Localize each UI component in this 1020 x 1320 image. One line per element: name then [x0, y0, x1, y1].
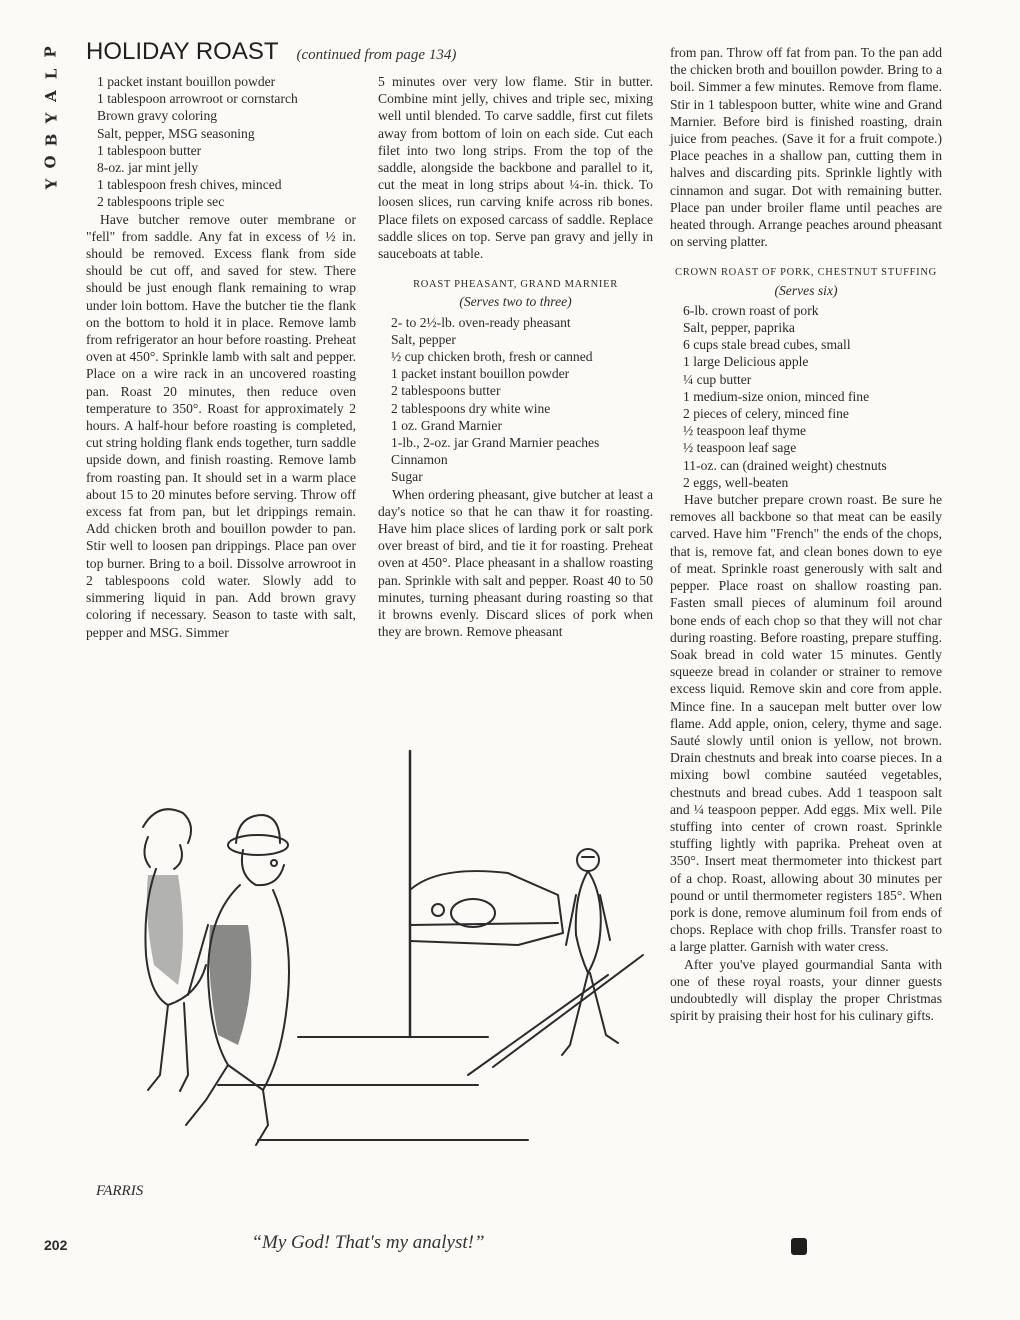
ingredient-line: 11-oz. can (drained weight) chestnuts — [683, 457, 887, 473]
ingredient-line: 6-lb. crown roast of pork — [683, 302, 819, 318]
ingredient-line: Sugar — [391, 469, 423, 485]
masthead-letter: P — [42, 44, 60, 58]
recipe-method: 5 minutes over very low flame. Stir in butter. Combine mint jelly, chives and triple sec, mixing well until blended. To carve saddle, first cut filets away from bottom of loin on each side. Cut each filet into two long strips. From the top of the saddle, alongside the backbone and parallel to it, cut the meat in long strips about ¼-in. thick. To loosen slices, run carving knife across rib bones. Place filets on exposed carcass of saddle. Replace saddle slices on top. Serve pan gravy and jelly in sauceboats at table. — [378, 74, 653, 262]
ingredient-line: 1 oz. Grand Marnier — [391, 417, 502, 433]
ingredient-line: Cinnamon — [391, 452, 448, 468]
recipe-serves: (Serves six) — [774, 282, 838, 298]
masthead-letter: B — [42, 131, 60, 147]
cartoonist-signature: FARRIS — [96, 1183, 144, 1199]
recipe-serves: (Serves two to three) — [459, 294, 572, 310]
continued-note: (continued from page 134) — [296, 47, 457, 63]
ingredient-line: 2 eggs, well-beaten — [683, 474, 789, 490]
recipe-method: Have butcher remove outer membrane or "fell" from saddle. Any fat in excess of ½ in. should be removed. Excess flank from side should be cut off, and saved for stew. There should be just enough flank remaining to wrap under loin bottom. Have the butcher tie the flank on the bottom to hold it in place. Remove lamb from refrigerator an hour before roasting. Preheat oven at 450°. Sprinkle lamb with salt and pepper. Place on a wire rack in an uncovered roasting pan. Roast 20 minutes, then reduce oven temperature to 350°. Roast for approximately 2 hours. A half-hour before roasting is completed, cut string holding flank ends together, turn saddle upside down, and finish roasting. Remove lamb from roasting pan. It should set in a warm place about 15 to 20 minutes before serving. Throw off excess fat from pan, but let drippings remain. Add chicken broth and bouillon powder to pan. Stir well to loosen pan drippings. Place pan over top burner. Bring to a boil. Dissolve arrowroot in 2 tablespoons cold water. Slowly add to simmering liquid in pan. Add brown gravy coloring if necessary. Season to taste with salt, pepper and MSG. Simmer — [86, 211, 356, 640]
masthead-letter: L — [41, 66, 60, 80]
ingredient-line: Brown gravy coloring — [97, 108, 218, 124]
ingredient-line: Salt, pepper, MSG seasoning — [97, 125, 255, 141]
bunny-end-mark-icon — [791, 1238, 807, 1255]
cartoon-caption: “My God! That's my analyst!” — [251, 1232, 485, 1253]
recipe-heading: ROAST PHEASANT, GRAND MARNIER — [413, 279, 618, 291]
ingredient-line: ½ cup chicken broth, fresh or canned — [391, 349, 593, 365]
ingredient-line: 2 pieces of celery, minced fine — [683, 406, 849, 422]
ingredient-line: 1-lb., 2-oz. jar Grand Marnier peaches — [391, 435, 600, 451]
column-1 — [86, 73, 356, 641]
masthead-letter: Y — [42, 176, 60, 190]
article-title: HOLIDAY ROAST — [86, 38, 279, 65]
recipe-heading: CROWN ROAST OF PORK, CHESTNUT STUFFING — [675, 267, 937, 279]
article-header — [86, 38, 646, 66]
ingredient-line: 1 large Delicious apple — [683, 354, 809, 370]
ingredient-line: 2 tablespoons butter — [391, 383, 501, 399]
ingredient-line: ¼ cup butter — [683, 371, 752, 387]
ingredient-line: 1 packet instant bouillon powder — [97, 74, 276, 89]
playboy-masthead — [38, 40, 64, 194]
ingredient-line: 1 tablespoon butter — [97, 142, 202, 158]
ingredient-line: Salt, pepper, paprika — [683, 320, 795, 336]
ingredient-line: 2 tablespoons triple sec — [97, 194, 225, 210]
masthead-letter: O — [41, 153, 60, 169]
closing-paragraph: After you've played gourmandial Santa with one of these royal roasts, your dinner guests undoubtedly will display the proper Christmas spirit by praising their host for his culinary gifts. — [670, 956, 942, 1024]
ingredient-line: 1 tablespoon arrowroot or cornstarch — [97, 91, 298, 107]
recipe-method: Have butcher prepare crown roast. Be sure he removes all backbone so that meat can be easily carved. Have him "French" the ends of the chops, that is, remove fat, and clean bones down to eye of meat. Sprinkle roast generously with salt and pepper. Place roast on shallow roasting pan. Fasten small pieces of aluminum foil around bone ends of each chop so that they will not char during roasting. Before roasting, prepare stuffing. Soak bread in cold water 15 minutes. Gently squeeze bread in colander or strainer to remove excess liquid. Remove skin and core from apple. Mince fine. In a saucepan melt butter over low flame. Add apple, onion, celery, thyme and sage. Sauté slowly until onion is yellow, not brown. Drain chestnuts and break into coarse pieces. In a mixing bowl combine sautéed vegetables, chestnuts and bread cubes. Add 1 teaspoon salt and ¼ teaspoon pepper. Add eggs. Mix well. Pile stuffing into center of crown roast. Sprinkle stuffing lightly with paprika. Preheat oven at 350°. Insert meat thermometer into thickest part of a chop. Roast, allowing about 30 minutes per pound or until thermometer registers 185°. When pork is done, remove aluminum foil from ends of chops. Replace with chop frills. Transfer roast to a large platter. Garnish with water cress. — [670, 492, 942, 955]
ingredient-line: 1 packet instant bouillon powder — [391, 366, 570, 382]
recipe-method: When ordering pheasant, give butcher at least a day's notice so that he can thaw it for roasting. Have him place slices of larding pork or salt pork over breast of bird, and tie it for roasting. Preheat oven at 450°. Place pheasant in a shallow roasting pan. Sprinkle with salt and pepper. Roast 40 to 50 minutes, turning pheasant during roasting so that it browns evenly. Discard slices of pork when they are brown. Remove pheasant — [378, 486, 653, 640]
ingredient-line: 1 medium-size onion, minced fine — [683, 388, 870, 404]
masthead-letter: A — [41, 88, 60, 102]
ingredient-line: 1 tablespoon fresh chives, minced — [97, 177, 282, 193]
cartoon-illustration — [88, 745, 648, 1215]
ingredient-line: ½ teaspoon leaf sage — [683, 440, 797, 456]
ingredient-line: 2- to 2½-lb. oven-ready pheasant — [391, 314, 571, 330]
column-2 — [378, 73, 653, 641]
page-number: 202 — [44, 1237, 68, 1253]
recipe-method: from pan. Throw off fat from pan. To the pan add the chicken broth and bouillon powder. Bring to a boil. Simmer a few minutes. Remove from flame. Stir in 1 tablespoon butter, white wine and Grand Marnier. Before bird is finished roasting, drain juice from peaches. (Save it for a fruit compote.) Place peaches in a shallow pan, cutting them in halves and discarding pits. Sprinkle lightly with cinnamon and sugar. Dot with remaining butter. Place pan under broiler flame until peaches are heated through. Arrange peaches around pheasant on serving platter. — [670, 45, 942, 250]
ingredient-line: ½ teaspoon leaf thyme — [683, 423, 807, 439]
ingredient-line: Salt, pepper — [391, 331, 456, 347]
column-3 — [670, 44, 942, 1024]
ingredient-line: 8-oz. jar mint jelly — [97, 160, 199, 176]
masthead-letter: Y — [42, 110, 60, 124]
ingredient-line: 2 tablespoons dry white wine — [391, 400, 551, 416]
ingredient-line: 6 cups stale bread cubes, small — [683, 337, 851, 353]
